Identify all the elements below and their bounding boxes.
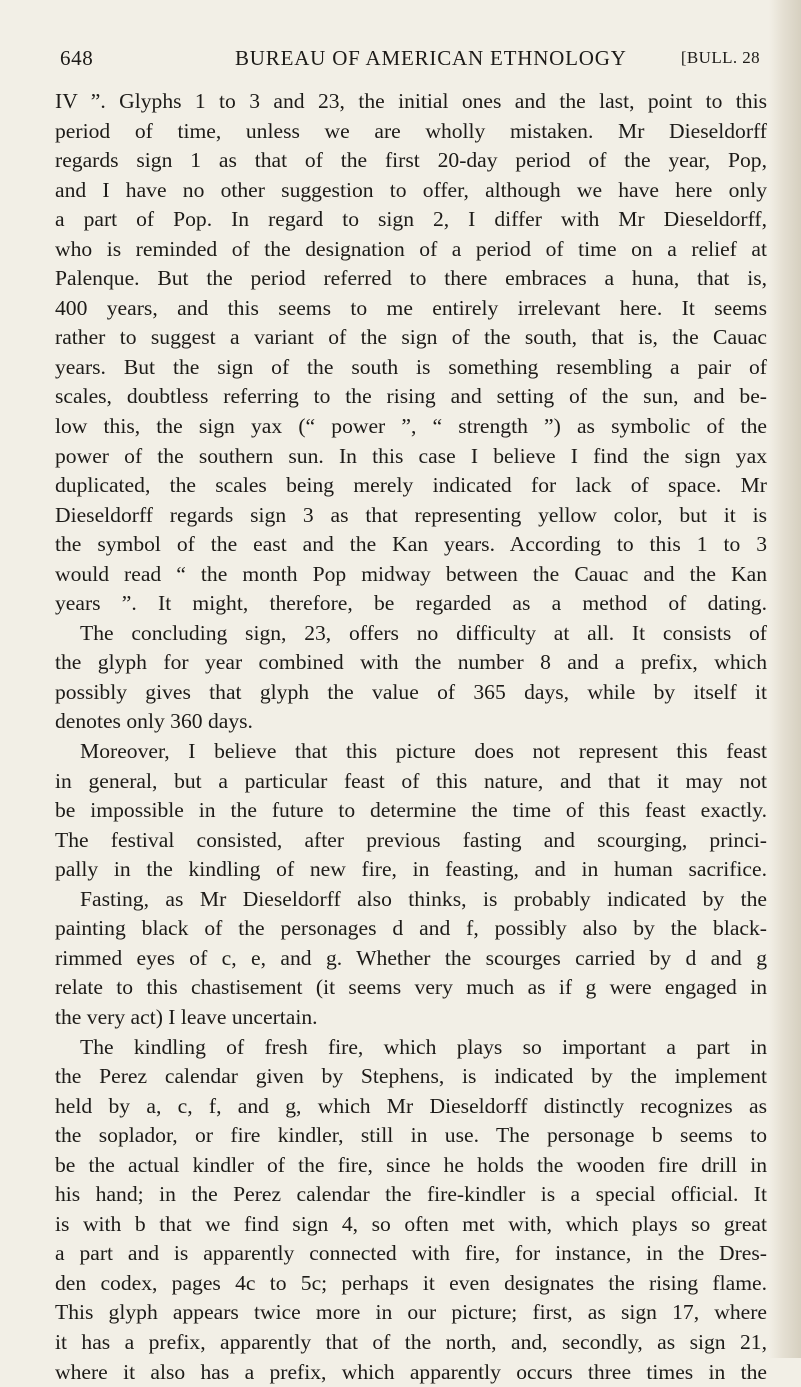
running-header [60, 46, 760, 86]
text-line: The festival consisted, after previous fasting and scourging, princi- [55, 827, 767, 852]
text-line: den codex, pages 4c to 5c; perhaps it even designates the rising flame. [55, 1270, 767, 1295]
text-line: the soplador, or fire kindler, still in use. The personage b seems to [55, 1123, 767, 1148]
text-line: painting black of the personages d and f, possibly also by the black- [55, 916, 767, 941]
text-line: IV ”. Glyphs 1 to 3 and 23, the initial ones and the last, point to this [55, 89, 767, 113]
text-line: Dieseldorff regards sign 3 as that representing yellow color, but it is [55, 502, 767, 527]
page-number: 648 [60, 46, 94, 70]
text-line: the glyph for year combined with the number 8 and a prefix, which [55, 650, 767, 675]
text-line: duplicated, the scales being merely indicated for lack of space. Mr [55, 473, 767, 498]
text-line: scales, doubtless referring to the rising and setting of the sun, and be- [55, 384, 767, 409]
running-title: BUREAU OF AMERICAN ETHNOLOGY [235, 46, 627, 70]
text-line: in general, but a particular feast of this nature, and that it may not [55, 768, 767, 793]
text-line: and I have no other suggestion to offer, although we have here only [55, 177, 767, 202]
bulletin-number: [BULL. 28 [680, 48, 760, 67]
text-line: Palenque. But the period referred to there embraces a huna, that is, [55, 266, 767, 291]
text-line: his hand; in the Perez calendar the fire-kindler is a special official. It [55, 1182, 767, 1207]
text-line: low this, the sign yax (“ power ”, “ strength ”) as symbolic of the [55, 414, 767, 439]
text-line: would read “ the month Pop midway between the Cauac and the Kan [55, 561, 767, 586]
text-line: Moreover, I believe that this picture does not represent this feast [80, 739, 767, 764]
text-line: relate to this chastisement (it seems very much as if g were engaged in [55, 975, 767, 1000]
text-line: years ”. It might, therefore, be regarded as a method of dating. [55, 591, 767, 616]
text-line: The concluding sign, 23, offers no difficulty at all. It consists of [80, 620, 767, 645]
text-line: rimmed eyes of c, e, and g. Whether the scourges carried by d and g [55, 945, 767, 970]
page-edge-shadow [769, 0, 801, 1358]
text-line: held by a, c, f, and g, which Mr Dieseldorff distinctly recognizes as [55, 1093, 767, 1118]
text-line: years. But the sign of the south is something resembling a pair of [55, 354, 767, 379]
text-line: be impossible in the future to determine the time of this feast exactly. [55, 798, 767, 823]
text-line: the Perez calendar given by Stephens, is indicated by the implement [55, 1064, 767, 1089]
text-line: the very act) I leave uncertain. [55, 1004, 318, 1029]
text-line: power of the southern sun. In this case I believe I find the sign yax [55, 443, 767, 468]
text-line: is with b that we find sign 4, so often met with, which plays so great [55, 1211, 767, 1236]
text-line: This glyph appears twice more in our picture; first, as sign 17, where [55, 1300, 767, 1325]
text-line: be the actual kindler of the fire, since he holds the wooden fire drill in [55, 1152, 767, 1177]
text-line: 400 years, and this seems to me entirely irrelevant here. It seems [55, 295, 767, 320]
text-line: pally in the kindling of new fire, in feasting, and in human sacrifice. [55, 857, 767, 882]
text-line: The kindling of fresh fire, which plays so important a part in [80, 1034, 767, 1059]
text-line: a part of Pop. In regard to sign 2, I differ with Mr Dieseldorff, [55, 207, 767, 232]
text-line: where it also has a prefix, which apparently occurs three times in the [55, 1359, 767, 1384]
text-line: Fasting, as Mr Dieseldorff also thinks, is probably indicated by the [80, 886, 767, 911]
body-text [55, 87, 767, 1387]
text-line: it has a prefix, apparently that of the north, and, secondly, as sign 21, [55, 1329, 767, 1354]
text-line: who is reminded of the designation of a period of time on a relief at [55, 236, 767, 261]
text-line: the symbol of the east and the Kan years. According to this 1 to 3 [55, 532, 767, 557]
text-line: denotes only 360 days. [55, 709, 253, 734]
text-line: possibly gives that glyph the value of 365 days, while by itself it [55, 679, 767, 704]
text-line: a part and is apparently connected with fire, for instance, in the Dres- [55, 1241, 767, 1266]
text-line: rather to suggest a variant of the sign of the south, that is, the Cauac [55, 325, 767, 350]
text-line: period of time, unless we are wholly mistaken. Mr Dieseldorff [55, 118, 767, 143]
text-line: regards sign 1 as that of the first 20-day period of the year, Pop, [55, 148, 767, 173]
